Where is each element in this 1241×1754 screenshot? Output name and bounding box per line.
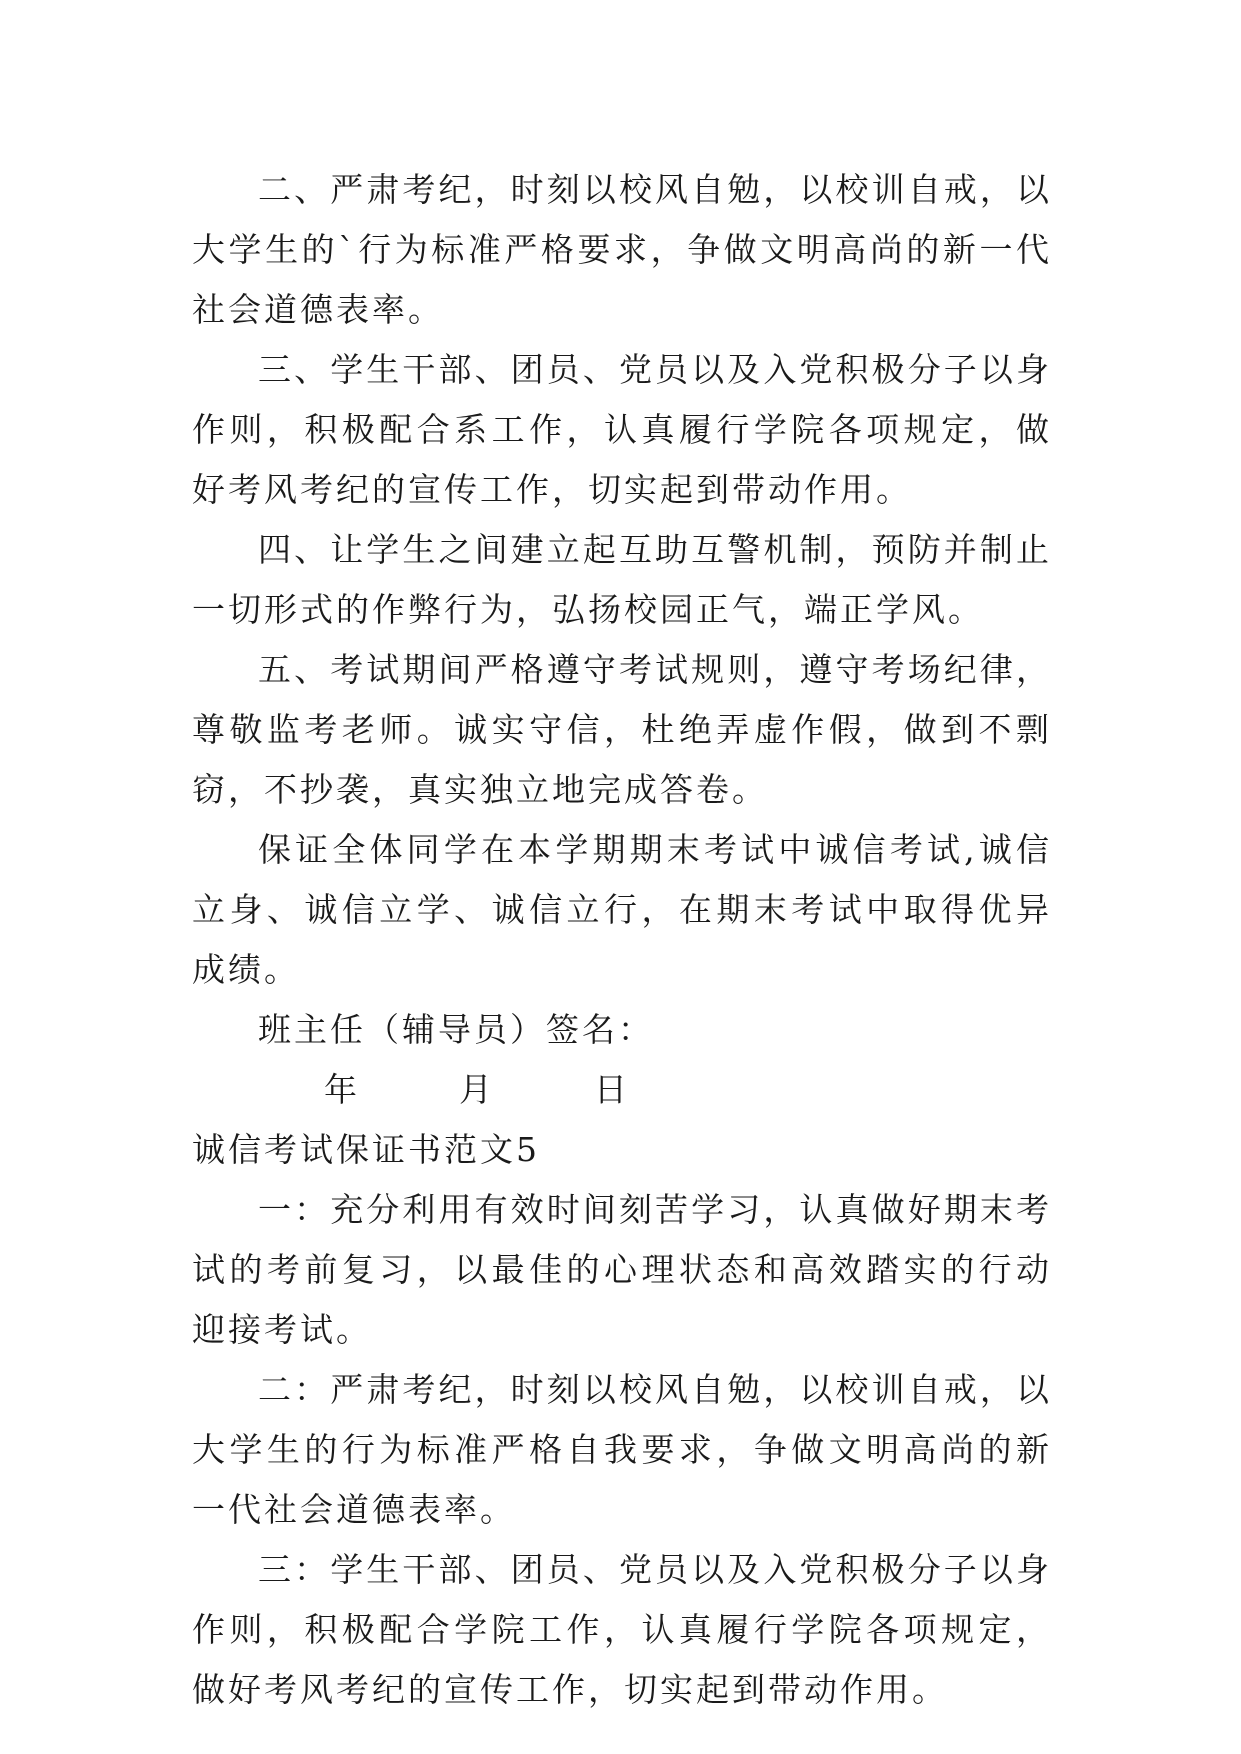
section-paragraph-3: 三：学生干部、团员、党员以及入党积极分子以身作则，积极配合学院工作，认真履行学院各项规定，做好考风考纪的宣传工作，切实起到带动作用。	[192, 1550, 1052, 1709]
paragraph-5: 五、考试期间严格遵守考试规则，遵守考场纪律，尊敬监考老师。诚实守信，杜绝弄虚作假，做到不剽窃，不抄袭，真实独立地完成答卷。	[192, 650, 1052, 809]
date-year: 年	[324, 1070, 360, 1109]
section-paragraph-2: 二：严肃考纪，时刻以校风自勉，以校训自戒，以大学生的行为标准严格自我要求，争做文明高尚的新一代社会道德表率。	[192, 1370, 1052, 1529]
date-day: 日	[594, 1070, 630, 1109]
paragraph-guarantee: 保证全体同学在本学期期末考试中诚信考试,诚信立身、诚信立学、诚信立行，在期末考试中取得优异成绩。	[192, 830, 1052, 989]
date-line	[192, 1060, 1052, 1120]
paragraph-4: 四、让学生之间建立起互助互警机制，预防并制止一切形式的作弊行为，弘扬校园正气，端正学风。	[192, 530, 1052, 629]
signature-line: 班主任（辅导员）签名：	[258, 1010, 654, 1049]
section-title: 诚信考试保证书范文5	[192, 1130, 540, 1169]
paragraph-2: 二、严肃考纪，时刻以校风自勉，以校训自戒，以大学生的`行为标准严格要求，争做文明高尚的新一代社会道德表率。	[192, 170, 1052, 329]
section-paragraph-1: 一：充分利用有效时间刻苦学习，认真做好期末考试的考前复习，以最佳的心理状态和高效踏实的行动迎接考试。	[192, 1190, 1052, 1349]
document-page	[192, 160, 1052, 1720]
date-month: 月	[459, 1070, 495, 1109]
paragraph-3: 三、学生干部、团员、党员以及入党积极分子以身作则，积极配合系工作，认真履行学院各项规定，做好考风考纪的宣传工作，切实起到带动作用。	[192, 350, 1052, 509]
